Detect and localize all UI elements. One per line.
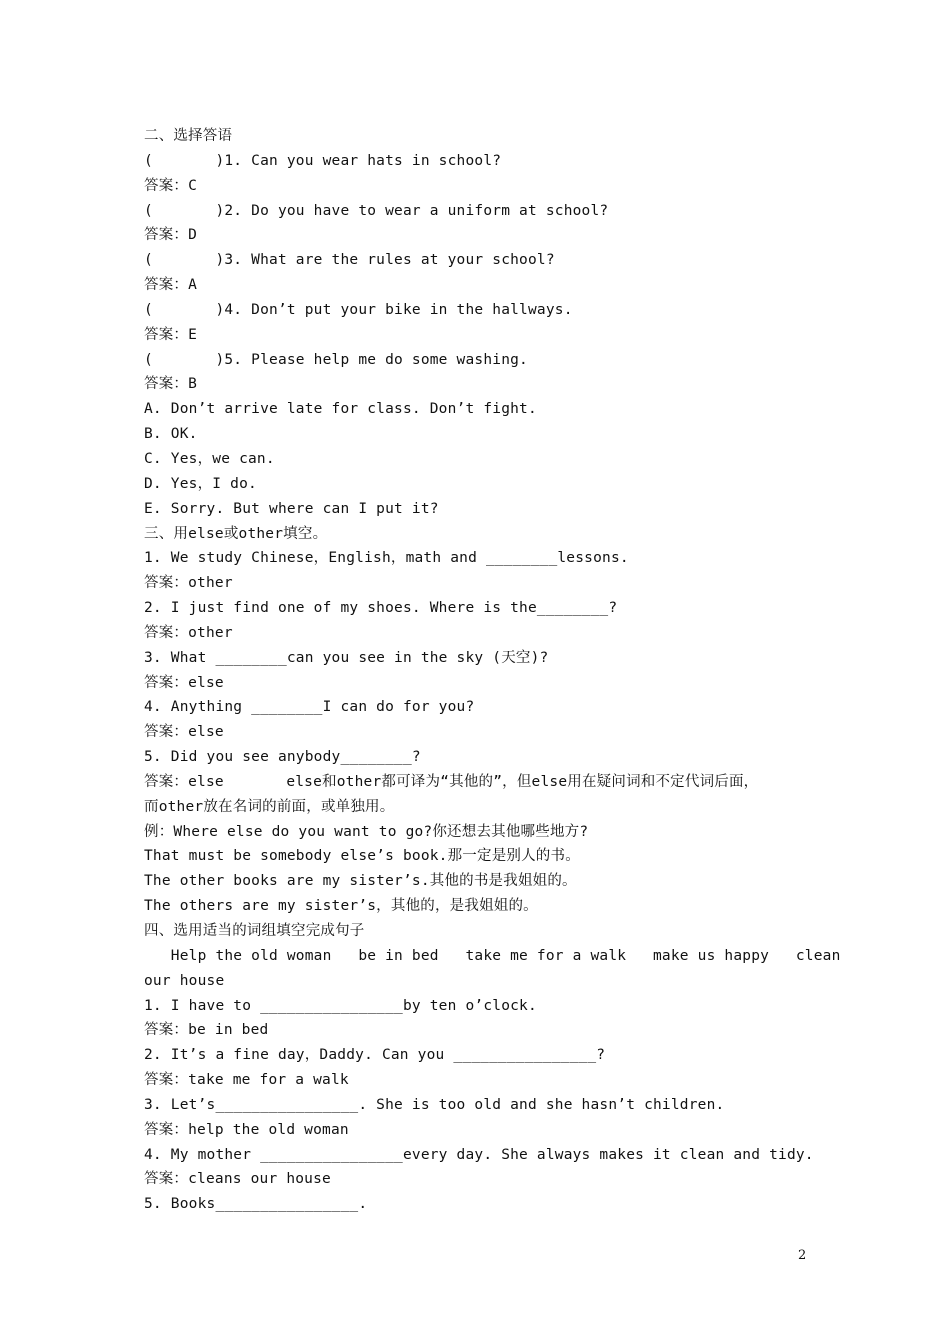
page-number: 2 — [798, 1248, 807, 1263]
text-line: 4. My mother ________________every day. She always makes it clean and tidy. — [144, 1146, 814, 1163]
text-line: 5. Did you see anybody________? — [144, 749, 421, 766]
text-line: B. OK. — [144, 426, 198, 443]
text-line: 答案：help the old woman — [144, 1121, 349, 1138]
text-line: A. Don’t arrive late for class. Don’t fight. — [144, 401, 537, 418]
text-line: D. Yes，I do. — [144, 475, 257, 492]
text-line: 而other放在名词的前面，或单独用。 — [144, 798, 395, 815]
document-body — [144, 124, 841, 1217]
text-line: 答案：E — [144, 326, 198, 343]
text-line: ( )4. Don’t put your bike in the hallways. — [144, 301, 573, 318]
text-line: 3. Let’s________________. She is too old and she hasn’t children. — [144, 1096, 725, 1113]
text-line: 答案：else — [144, 724, 224, 741]
text-line: 四、选用适当的词组填空完成句子 — [144, 923, 365, 939]
text-line: The other books are my sister’s.其他的书是我姐姐的。 — [144, 873, 577, 890]
text-line: 2. I just find one of my shoes. Where is the________? — [144, 600, 618, 617]
text-line: The others are my sister’s，其他的，是我姐姐的。 — [144, 898, 538, 915]
text-line: 答案：A — [144, 277, 198, 294]
text-line: 答案：else — [144, 674, 224, 691]
text-line: That must be somebody else’s book.那一定是别人的书。 — [144, 848, 580, 865]
text-line: ( )3. What are the rules at your school? — [144, 252, 555, 269]
text-line: 答案：other — [144, 575, 233, 592]
text-line: 答案：C — [144, 177, 198, 194]
text-line: ( )5. Please help me do some washing. — [144, 351, 528, 368]
text-line: 答案：cleans our house — [144, 1171, 331, 1188]
text-line: 5. Books________________. — [144, 1196, 368, 1213]
text-line: 3. What ________can you see in the sky (天空)? — [144, 649, 549, 666]
text-line: 1. We study Chinese，English，math and ________lessons. — [144, 550, 629, 567]
text-line: 例：Where else do you want to go?你还想去其他哪些地方? — [144, 823, 589, 840]
text-line: 2. It’s a fine day，Daddy. Can you ________________? — [144, 1047, 606, 1064]
text-line: 答案：other — [144, 624, 233, 641]
text-line: C. Yes，we can. — [144, 450, 275, 467]
text-line: 答案：take me for a walk — [144, 1072, 349, 1089]
text-line: 1. I have to ________________by ten o’clock. — [144, 997, 537, 1014]
text-line: 答案：else else和other都可译为“其他的”，但else用在疑问词和不定代词后面， — [144, 773, 759, 790]
text-line: 答案：B — [144, 376, 198, 393]
text-line: our house — [144, 972, 225, 989]
text-line: 三、用else或other填空。 — [144, 525, 328, 542]
text-line: 二、选择答语 — [144, 128, 233, 144]
text-line: 4. Anything ________I can do for you? — [144, 699, 475, 716]
text-line: Help the old woman be in bed take me for a walk make us happy clean — [144, 947, 841, 964]
text-line: 答案：be in bed — [144, 1022, 269, 1039]
text-line: ( )1. Can you wear hats in school? — [144, 152, 502, 169]
text-line: E. Sorry. But where can I put it? — [144, 500, 439, 517]
text-line: ( )2. Do you have to wear a uniform at school? — [144, 202, 609, 219]
text-line: 答案：D — [144, 227, 198, 244]
